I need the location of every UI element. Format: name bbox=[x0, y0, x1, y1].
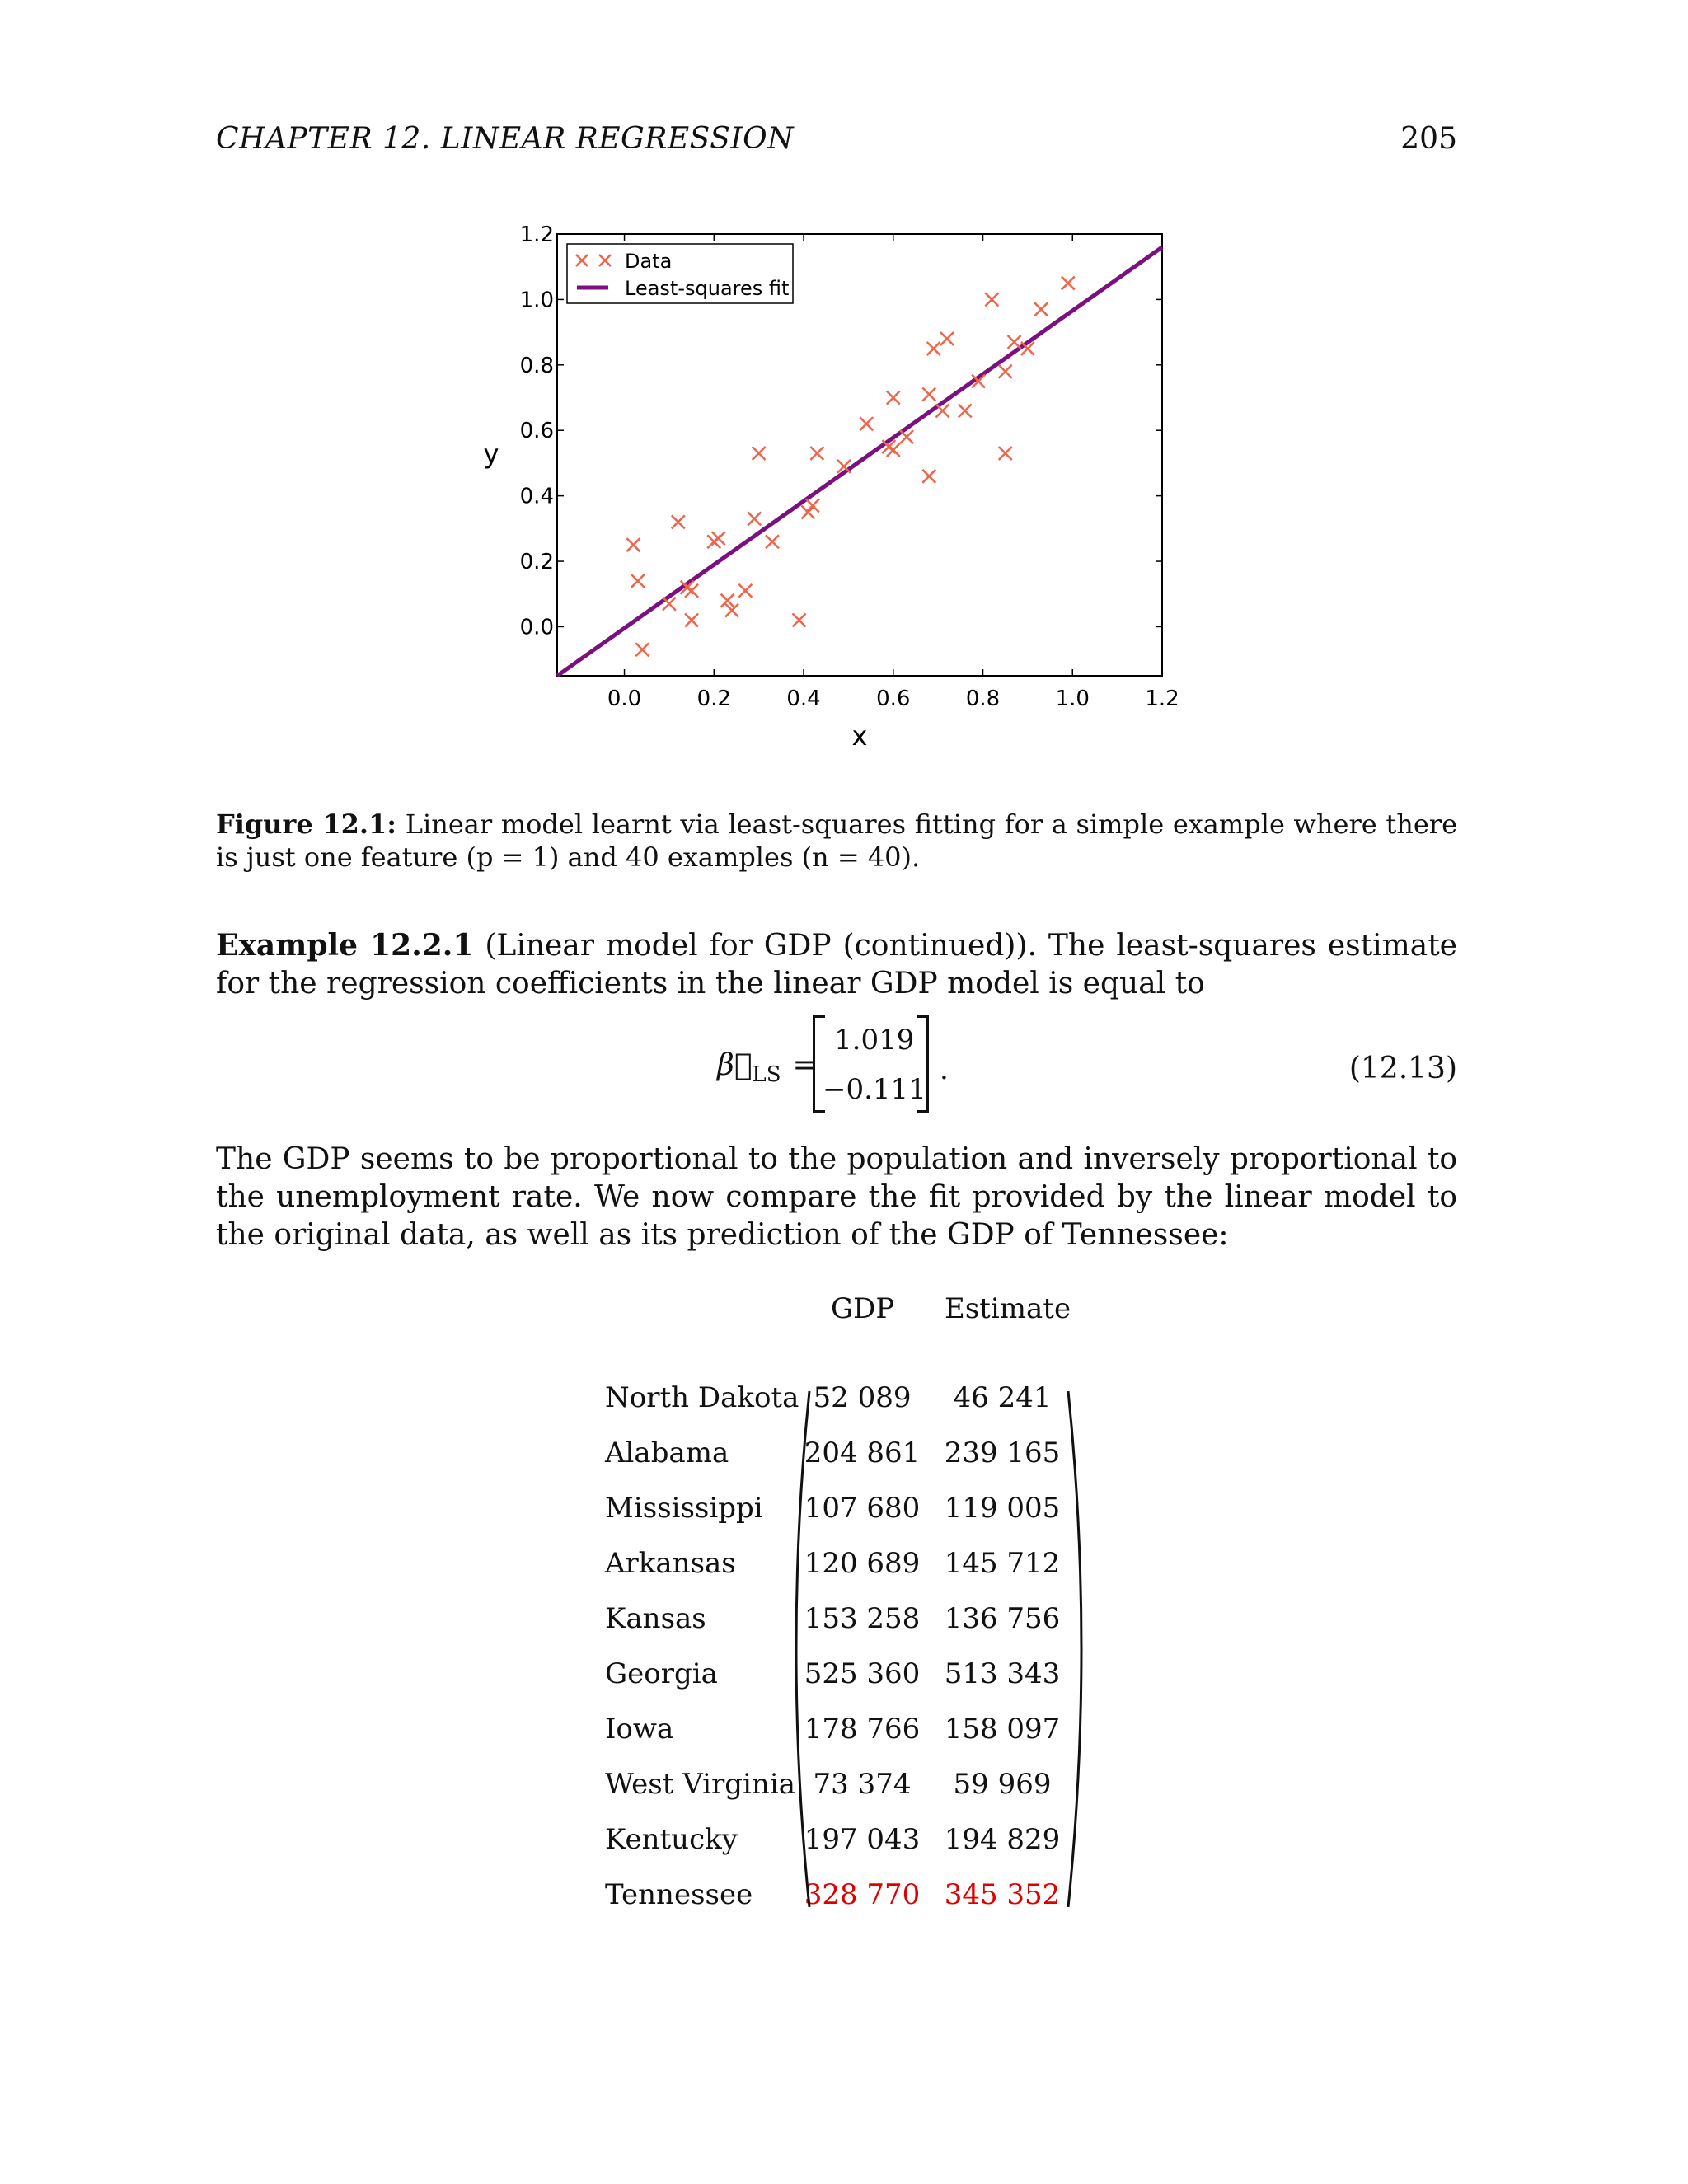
data-point-marker bbox=[631, 574, 645, 588]
scatter-plot bbox=[462, 223, 1203, 758]
example-subtitle: (Linear model for GDP (continued)). bbox=[473, 929, 1037, 963]
figure-caption bbox=[216, 808, 1457, 874]
table-header-estimate: Estimate bbox=[945, 1292, 1071, 1325]
table-cell-estimate: 145 712 bbox=[944, 1547, 1061, 1580]
y-axis-label: y bbox=[483, 438, 499, 470]
x-tick-label: 0.4 bbox=[786, 687, 821, 711]
table-cell-gdp: 525 360 bbox=[804, 1657, 921, 1690]
table-cell-gdp: 204 861 bbox=[804, 1436, 921, 1469]
equation-period: . bbox=[940, 1053, 949, 1086]
beta-subscript: LS bbox=[752, 1062, 781, 1088]
table-header-gdp: GDP bbox=[831, 1292, 895, 1325]
x-tick-label: 1.0 bbox=[1055, 687, 1090, 711]
y-tick-label: 1.2 bbox=[519, 223, 554, 247]
data-point-marker bbox=[927, 342, 940, 355]
data-point-marker bbox=[685, 614, 698, 627]
table-cell-estimate: 239 165 bbox=[944, 1436, 1061, 1469]
data-point-marker bbox=[940, 332, 954, 345]
body-paragraph: The GDP seems to be proportional to the population and inversely proportional to the unemployment rate. We now compare the fit provided by the linear model to the original data, as well as its prediction of the GDP of Tennessee: bbox=[216, 1142, 1457, 1252]
caption-text: Linear model learnt via least-squares fitting for a simple example where there is just one feature (p = 1) and 40 examples (n = 40). bbox=[216, 808, 1458, 873]
y-tick-label: 0.8 bbox=[519, 353, 554, 378]
example-paragraph bbox=[216, 926, 1457, 1003]
table-cell-gdp: 197 043 bbox=[804, 1823, 921, 1856]
table-row-state: West Virginia bbox=[605, 1768, 795, 1801]
running-header: CHAPTER 12. LINEAR REGRESSION bbox=[216, 122, 795, 156]
data-point-marker bbox=[999, 365, 1012, 378]
data-point-marker bbox=[748, 512, 761, 525]
data-point-marker bbox=[753, 447, 766, 460]
data-point-marker bbox=[793, 614, 806, 627]
table-cell-gdp: 178 766 bbox=[804, 1713, 921, 1746]
y-tick-label: 0.2 bbox=[519, 550, 554, 575]
data-point-marker bbox=[685, 584, 698, 598]
vector-right-bracket bbox=[917, 1015, 929, 1113]
equals-sign: = bbox=[792, 1048, 818, 1082]
legend-label-fit: Least-squares fit bbox=[625, 277, 790, 300]
table-row-state: Iowa bbox=[605, 1713, 674, 1746]
data-point-marker bbox=[887, 443, 900, 457]
x-tick-label: 0.0 bbox=[607, 687, 642, 711]
x-tick-label: 0.2 bbox=[696, 687, 731, 711]
data-point-marker bbox=[806, 499, 819, 513]
example-text: The least-squares estimate for the regression coefficients in the linear GDP model is equal to bbox=[216, 929, 1457, 1001]
table-cell-estimate: 46 241 bbox=[953, 1381, 1052, 1414]
data-point-marker bbox=[672, 515, 685, 528]
matrix-parentheses bbox=[791, 1385, 1088, 1920]
data-point-marker bbox=[712, 532, 725, 545]
table-cell-estimate: 158 097 bbox=[944, 1713, 1061, 1746]
vector-value-2: −0.111 bbox=[823, 1073, 926, 1106]
equation-number: (12.13) bbox=[1348, 1052, 1457, 1085]
table-cell-estimate: 59 969 bbox=[953, 1768, 1052, 1801]
table-cell-estimate: 119 005 bbox=[944, 1492, 1061, 1525]
table-row-state: Mississippi bbox=[605, 1492, 763, 1525]
data-point-marker bbox=[922, 388, 935, 401]
data-point-marker bbox=[1008, 335, 1021, 349]
table-cell-estimate: 345 352 bbox=[944, 1878, 1061, 1911]
data-point-marker bbox=[900, 430, 913, 443]
table-cell-gdp: 73 374 bbox=[813, 1768, 912, 1801]
legend-label-data: Data bbox=[625, 250, 673, 273]
x-tick-label: 0.8 bbox=[965, 687, 1001, 711]
y-tick-label: 0.0 bbox=[519, 615, 554, 640]
data-point-marker bbox=[922, 470, 935, 483]
data-point-marker bbox=[985, 293, 998, 306]
table-cell-gdp: 52 089 bbox=[813, 1381, 912, 1414]
data-point-marker bbox=[999, 447, 1012, 460]
data-point-marker bbox=[801, 505, 814, 518]
beta-symbol: β⃗ bbox=[717, 1048, 753, 1082]
table-row-state: Tennessee bbox=[605, 1878, 753, 1911]
table-row-state: North Dakota bbox=[605, 1381, 799, 1414]
table-cell-estimate: 136 756 bbox=[944, 1602, 1061, 1635]
data-point-marker bbox=[887, 391, 900, 405]
table-row-state: Alabama bbox=[605, 1436, 729, 1469]
table-row-state: Georgia bbox=[605, 1657, 718, 1690]
data-point-marker bbox=[1034, 302, 1048, 316]
vector-value-1: 1.019 bbox=[834, 1024, 915, 1057]
equation-lhs bbox=[717, 1048, 818, 1087]
x-axis-label: x bbox=[851, 720, 868, 752]
data-point-marker bbox=[663, 598, 676, 611]
data-point-marker bbox=[810, 447, 823, 460]
x-tick-label: 1.2 bbox=[1145, 687, 1179, 711]
table-cell-estimate: 513 343 bbox=[944, 1657, 1061, 1690]
data-point-marker bbox=[738, 584, 752, 598]
x-tick-label: 0.6 bbox=[876, 687, 911, 711]
table-row-state: Kansas bbox=[605, 1602, 706, 1635]
left-paren bbox=[796, 1391, 809, 1907]
table-cell-estimate: 194 829 bbox=[944, 1823, 1061, 1856]
data-point-marker bbox=[1062, 277, 1075, 290]
data-point-marker bbox=[936, 404, 950, 417]
table-cell-gdp: 107 680 bbox=[804, 1492, 921, 1525]
right-paren bbox=[1068, 1391, 1081, 1907]
table-row-state: Kentucky bbox=[605, 1823, 738, 1856]
table-row-state: Arkansas bbox=[605, 1547, 736, 1580]
caption-label: Figure 12.1: bbox=[216, 808, 397, 840]
data-point-marker bbox=[860, 417, 873, 430]
y-tick-label: 0.4 bbox=[519, 484, 554, 509]
fit-line bbox=[557, 247, 1162, 676]
example-title: Example 12.2.1 bbox=[216, 928, 474, 963]
table-cell-gdp: 153 258 bbox=[804, 1602, 921, 1635]
y-tick-label: 1.0 bbox=[519, 288, 554, 313]
data-point-marker bbox=[626, 538, 640, 551]
table-cell-gdp: 120 689 bbox=[804, 1547, 921, 1580]
table-cell-gdp: 328 770 bbox=[804, 1878, 921, 1911]
y-tick-label: 0.6 bbox=[519, 419, 554, 444]
page-number: 205 bbox=[1400, 122, 1457, 156]
data-point-marker bbox=[635, 643, 649, 656]
data-point-marker bbox=[959, 404, 972, 417]
data-point-marker bbox=[766, 535, 779, 548]
